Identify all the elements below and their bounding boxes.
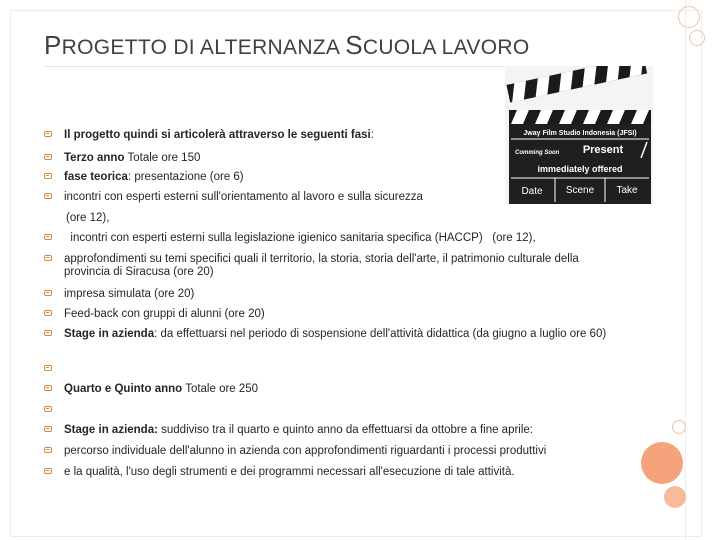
bullet-icon xyxy=(44,310,52,316)
clap-studio-text: Jway Film Studio Indonesia (JFSI) xyxy=(523,130,637,137)
bullet-icon xyxy=(44,193,52,199)
bullet-icon xyxy=(44,234,52,240)
right-divider xyxy=(685,0,686,540)
bullet-icon xyxy=(44,330,52,336)
bullet-icon xyxy=(44,255,52,261)
bullet-icon xyxy=(44,426,52,432)
bullet-icon xyxy=(44,173,52,179)
bullet-icon xyxy=(44,406,52,412)
page-title: PROGETTO DI ALTERNANZA SCUOLA LAVORO xyxy=(44,30,530,60)
clapperboard-image xyxy=(505,66,653,204)
clap-scene-text: Scene xyxy=(565,185,595,196)
deco-circle-outline-3 xyxy=(672,420,686,434)
clap-date-text: Date xyxy=(521,186,543,197)
clap-coming-text: Comming Soon xyxy=(515,150,560,156)
clap-offered-text: immediately offered xyxy=(537,164,623,174)
bullet-icon xyxy=(44,131,52,137)
bullet-icon xyxy=(44,468,52,474)
clap-take-text: Take xyxy=(616,185,638,196)
deco-circle-outline-2 xyxy=(689,30,705,46)
bullet-icon xyxy=(44,447,52,453)
bullet-icon xyxy=(44,365,52,371)
bullet-icon xyxy=(44,154,52,160)
bullet-icon xyxy=(44,385,52,391)
deco-circle-outline-1 xyxy=(678,6,700,28)
deco-circle-large xyxy=(641,442,683,484)
deco-circle-small xyxy=(664,486,686,508)
bullet-icon xyxy=(44,290,52,296)
clap-present-text: Present xyxy=(582,144,624,156)
